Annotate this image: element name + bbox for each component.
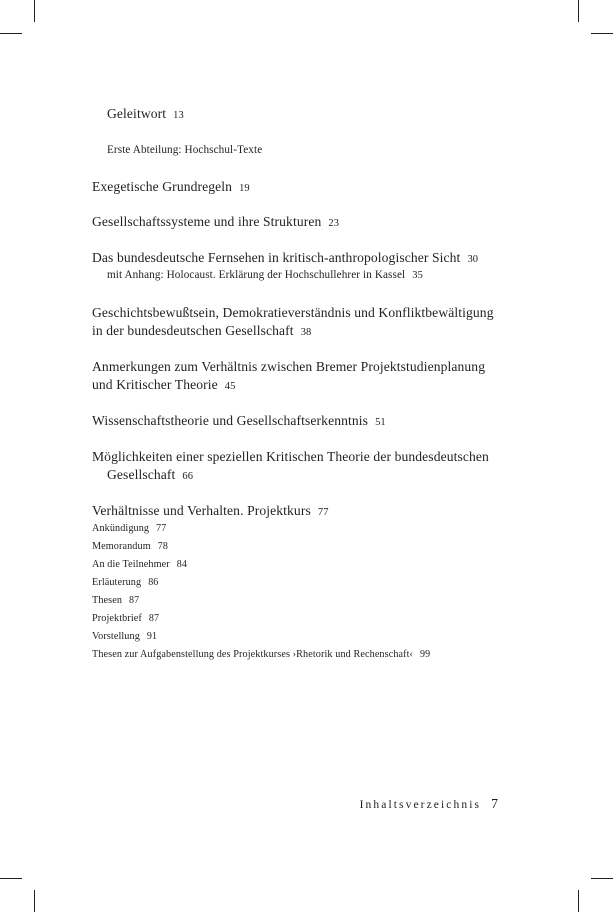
toc-entry-title: Anmerkungen zum Verhältnis zwischen Bremer Projektstudienplanung [92, 359, 486, 374]
toc-entry-exegetische-grundregeln [92, 179, 250, 195]
toc-entry-title: Gesellschaftssysteme und ihre Strukturen [92, 214, 322, 229]
toc-entry-page: 99 [420, 649, 431, 660]
toc-entry-page: 23 [328, 218, 340, 229]
toc-entry-title: Exegetische Grundregeln [92, 179, 233, 194]
toc-entry-page: 35 [412, 270, 423, 281]
toc-entry-anmerkungen-line2 [92, 377, 235, 393]
toc-entry-title: Projektbrief [92, 613, 142, 624]
toc-entry-anmerkungen-line1 [92, 359, 485, 375]
toc-entry-page: 51 [375, 417, 386, 428]
toc-entry-page: 30 [467, 254, 479, 265]
toc-entry-moeglichkeiten-line2 [107, 467, 193, 483]
toc-entry-page: 66 [182, 471, 194, 482]
toc-entry-title: Memorandum [92, 541, 151, 552]
toc-entry-title: Erläuterung [92, 577, 142, 588]
toc-subentry [92, 613, 159, 624]
toc-entry-page: 38 [300, 327, 312, 338]
toc-entry-page: 87 [129, 595, 140, 606]
toc-entry-page: 77 [317, 507, 329, 518]
toc-entry-title: mit Anhang: Holocaust. Erklärung der Hochschullehrer in Kassel [107, 269, 406, 281]
running-footer [360, 795, 498, 813]
toc-entry-title: Wissenschaftstheorie und Gesellschaftserkenntnis [92, 413, 369, 428]
toc-subentry [92, 631, 157, 642]
toc-entry-title: Ankündigung [92, 523, 150, 534]
footer-section-title: Inhaltsverzeichnis [359, 799, 482, 811]
toc-entry-title: Geleitwort [107, 106, 167, 121]
toc-subentry [92, 523, 166, 534]
toc-entry-title: Vorstellung [92, 631, 140, 642]
section-heading-erste-abteilung [107, 144, 262, 156]
footer-page-number: 7 [491, 796, 498, 811]
toc-entry-geschichtsbewusstsein-line1 [92, 305, 494, 321]
toc-entry-title: Thesen [92, 595, 123, 606]
toc-entry-gesellschaftssysteme [92, 214, 339, 230]
toc-entry-title: Verhältnisse und Verhalten. Projektkurs [92, 503, 311, 518]
toc-entry-page: 13 [173, 110, 184, 121]
toc-entry-page: 19 [239, 183, 250, 194]
toc-subentry [92, 541, 168, 552]
toc-entry-verhaeltnisse [92, 503, 329, 519]
toc-entry-title-continued: in der bundesdeutschen Gesellschaft [92, 323, 294, 338]
toc-entry-title: Möglichkeiten einer speziellen Kritischen Theorie der bundesdeutschen [92, 449, 489, 464]
toc-entry-title: An die Teilnehmer [92, 559, 170, 570]
toc-entry-title: Geschichtsbewußtsein, Demokratieverständnis und Konfliktbewältigung [92, 305, 494, 320]
toc-entry-page: 87 [148, 613, 160, 624]
toc-entry-moeglichkeiten-line1 [92, 449, 489, 465]
toc-entry-title: Das bundesdeutsche Fernsehen in kritisch-anthropologischer Sicht [92, 250, 461, 265]
toc-entry-geschichtsbewusstsein-line2 [92, 323, 311, 339]
toc-subentry [92, 649, 430, 660]
toc-entry-page: 77 [156, 523, 167, 534]
toc-entry-title-continued: Gesellschaft [107, 467, 176, 482]
toc-entry-fernsehen [92, 250, 478, 266]
toc-entry-page: 78 [157, 541, 168, 552]
toc-entry-page: 84 [176, 559, 187, 570]
toc-subentry [92, 595, 139, 606]
toc-entry-geleitwort [107, 106, 184, 122]
toc-entry-wissenschaftstheorie [92, 413, 386, 429]
toc-subentry [92, 559, 187, 570]
toc-subentry-anhang [107, 269, 423, 281]
section-heading-title: Erste Abteilung: Hochschul-Texte [107, 144, 263, 156]
toc-entry-title-continued: und Kritischer Theorie [92, 377, 218, 392]
toc-entry-page: 86 [148, 577, 159, 588]
toc-entry-title: Thesen zur Aufgabenstellung des Projektkurses ›Rhetorik und Rechenschaft‹ [92, 649, 414, 660]
toc-entry-page: 91 [146, 631, 158, 642]
toc-entry-page: 45 [224, 381, 236, 392]
toc-subentry [92, 577, 158, 588]
